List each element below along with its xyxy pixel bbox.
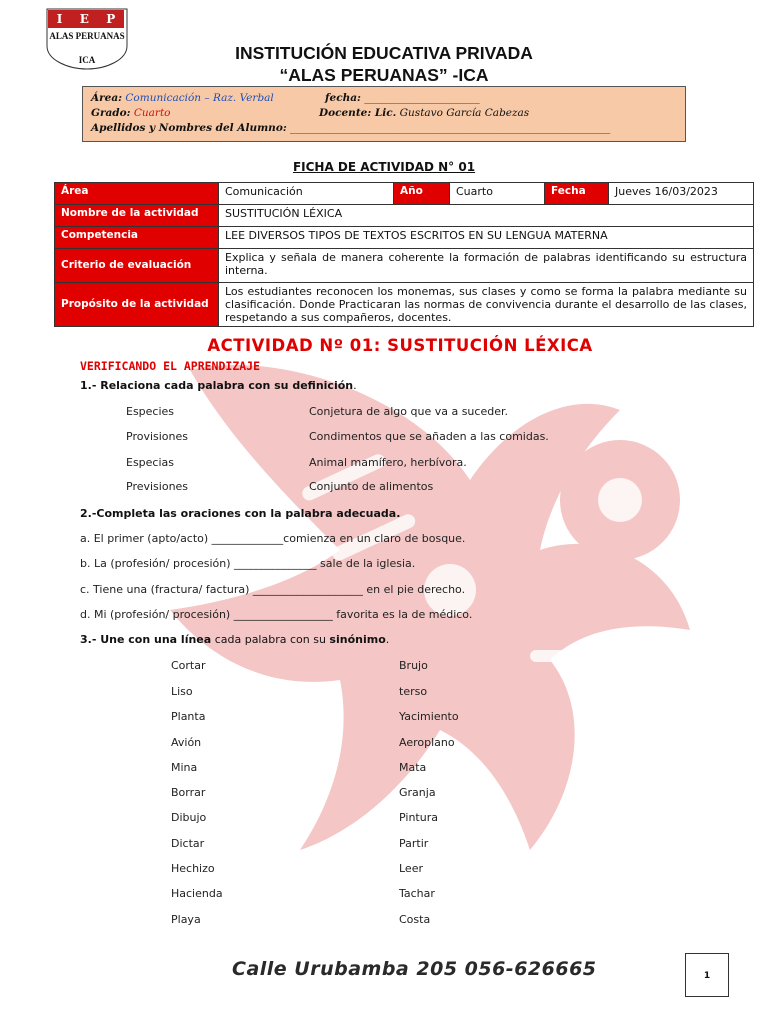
- activity-sheet-title: FICHA DE ACTIVIDAD N° 01: [292, 160, 476, 174]
- table-competence-label: Competencia: [55, 227, 219, 249]
- table-activity-name-label: Nombre de la actividad: [55, 205, 219, 227]
- sentence-d: d. Mi (profesión/ procesión) __________________ favorita es la de médico.: [80, 608, 473, 621]
- question-1-title: 1.- Relaciona cada palabra con su definición.: [80, 379, 357, 392]
- list-item: Partir: [399, 837, 429, 850]
- list-item: Liso: [171, 685, 193, 698]
- table-purpose-value: Los estudiantes reconocen los monemas, sus clases y como se forma la palabra mediante su clasificación. Donde Practicaran las normas de convivencia durante el desarrollo de las clases, respetando a sus compañeros, docentes.: [219, 283, 754, 327]
- teacher-value: Gustavo García Cabezas: [399, 107, 530, 119]
- table-criterion-value: Explica y señala de manera coherente la formación de palabras identificando su estructura interna.: [219, 249, 754, 283]
- table-area-value: Comunicación: [219, 183, 394, 205]
- list-item: Cortar: [171, 659, 206, 672]
- grade-label: Grado:: [91, 107, 131, 119]
- school-title: INSTITUCIÓN EDUCATIVA PRIVADA: [235, 43, 533, 63]
- list-item: Granja: [399, 786, 436, 799]
- activity-info-table: [54, 182, 754, 327]
- list-item: terso: [399, 685, 428, 698]
- logo-school-name: ALAS PERUANAS: [49, 31, 125, 41]
- table-row: [55, 249, 754, 283]
- question-3-tail: sinónimo: [329, 633, 386, 646]
- activity-heading: ACTIVIDAD Nº 01: SUSTITUCIÓN LÉXICA: [207, 336, 593, 355]
- footer-address: Calle Urubamba 205 056-626665: [232, 958, 597, 980]
- question-2-title: 2.-Completa las oraciones con la palabra adecuada.: [80, 507, 401, 520]
- list-item: Animal mamífero, herbívora.: [309, 456, 467, 469]
- question-1-text: 1.- Relaciona cada palabra con su definición: [80, 379, 354, 392]
- area-field: [91, 92, 274, 104]
- school-subtitle: “ALAS PERUANAS” -ICA: [279, 65, 489, 85]
- table-date-label: Fecha: [545, 183, 609, 205]
- list-item: Conjetura de algo que va a suceder.: [309, 405, 508, 418]
- sentence-a: a. El primer (apto/acto) _____________comienza en un claro de bosque.: [80, 532, 466, 545]
- table-criterion-label: Criterio de evaluación: [55, 249, 219, 283]
- logo-letters: [48, 10, 124, 28]
- student-name-label: Apellidos y Nombres del Alumno:: [91, 122, 287, 134]
- question-3-title: 3.- Une con una línea cada palabra con su sinónimo.: [80, 633, 390, 646]
- table-area-label: Área: [55, 183, 219, 205]
- teacher-field: [319, 107, 529, 119]
- teacher-label: Docente: Lic.: [319, 107, 397, 119]
- logo-letter-2: E: [79, 12, 89, 26]
- question-3-num: 3.- Une con una línea: [80, 633, 212, 646]
- table-activity-name-value: SUSTITUCIÓN LÉXICA: [219, 205, 754, 227]
- list-item: Conjunto de alimentos: [309, 480, 434, 493]
- area-value: Comunicación – Raz. Verbal: [125, 92, 274, 104]
- sentence-b: b. La (profesión/ procesión) _______________ sale de la iglesia.: [80, 557, 416, 570]
- list-item: Hacienda: [171, 887, 223, 900]
- logo-city: ICA: [78, 55, 96, 65]
- list-item: Mina: [171, 761, 198, 774]
- area-label: Área:: [91, 92, 123, 104]
- date-field: [325, 92, 480, 104]
- student-name-field: [91, 122, 610, 134]
- grade-field: [91, 107, 171, 119]
- section-verify-title: VERIFICANDO EL APRENDIZAJE: [80, 359, 261, 373]
- list-item: Mata: [399, 761, 427, 774]
- list-item: Avión: [171, 736, 202, 749]
- list-item: Condimentos que se añaden a las comidas.: [309, 430, 549, 443]
- list-item: Pintura: [399, 811, 438, 824]
- sentence-c: c. Tiene una (fractura/ factura) ____________________ en el pie derecho.: [80, 583, 466, 596]
- list-item: Hechizo: [171, 862, 215, 875]
- table-row: [55, 183, 754, 205]
- list-item: Costa: [399, 913, 431, 926]
- list-item: Previsiones: [126, 480, 189, 493]
- table-row: [55, 283, 754, 327]
- list-item: Provisiones: [126, 430, 189, 443]
- date-blank: ______________________: [364, 92, 480, 104]
- list-item: Borrar: [171, 786, 206, 799]
- list-item: Tachar: [399, 887, 435, 900]
- list-item: Leer: [399, 862, 423, 875]
- logo-letter-1: I: [56, 12, 63, 26]
- list-item: Especias: [126, 456, 175, 469]
- table-competence-value: LEE DIVERSOS TIPOS DE TEXTOS ESCRITOS EN SU LENGUA MATERNA: [219, 227, 754, 249]
- logo-letter-3: P: [106, 12, 116, 26]
- list-item: Brujo: [399, 659, 428, 672]
- question-3-mid: cada palabra con su: [211, 633, 330, 646]
- list-item: Dictar: [171, 837, 205, 850]
- grade-value: Cuarto: [133, 107, 171, 119]
- student-name-blank: _____________________________________________________________: [290, 122, 611, 134]
- list-item: Planta: [171, 710, 206, 723]
- table-date-value: Jueves 16/03/2023: [609, 183, 754, 205]
- table-purpose-label: Propósito de la actividad: [55, 283, 219, 327]
- date-label: fecha:: [325, 92, 361, 104]
- table-year-label: Año: [394, 183, 450, 205]
- list-item: Playa: [171, 913, 201, 926]
- page-number: 1: [685, 953, 729, 997]
- student-info-box: [82, 86, 686, 142]
- list-item: Dibujo: [171, 811, 207, 824]
- table-row: [55, 205, 754, 227]
- list-item: Aeroplano: [399, 736, 455, 749]
- list-item: Especies: [126, 405, 175, 418]
- table-year-value: Cuarto: [450, 183, 545, 205]
- table-row: [55, 227, 754, 249]
- list-item: Yacimiento: [399, 710, 459, 723]
